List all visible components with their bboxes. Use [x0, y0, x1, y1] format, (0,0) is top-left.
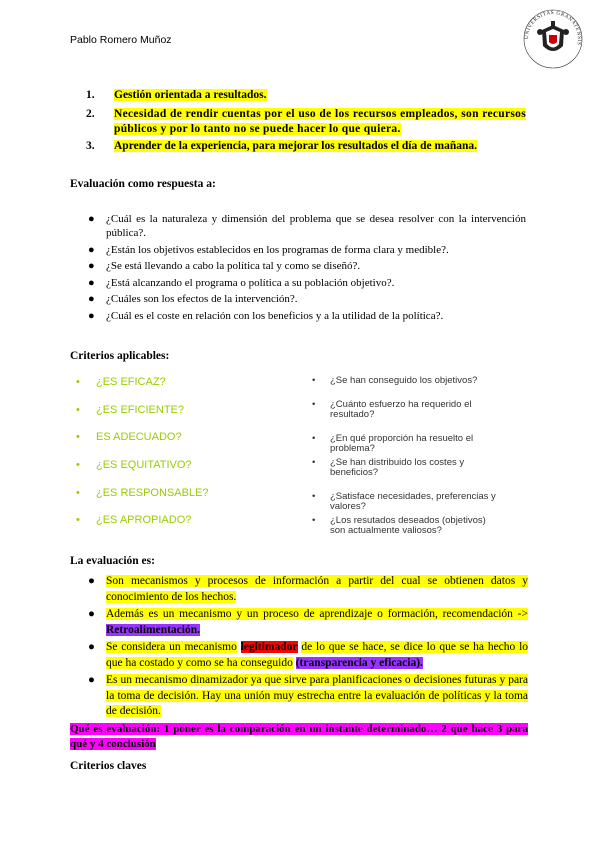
eval-list — [86, 574, 528, 722]
eval-heading: Evaluación como respuesta a: — [70, 178, 216, 190]
criterion-text: ¿ES EQUITATIVO? — [96, 459, 192, 471]
criterion-question: • ¿Satisface necesidades, preferencias y valores? — [312, 491, 496, 512]
criterion-question: • ¿En qué proporción ha resuelto el problema? — [312, 433, 474, 454]
list-item-text: Gestión orientada a resultados. — [114, 89, 267, 101]
criterion-question: • ¿Cuánto esfuerzo ha requerido el resultado? — [312, 399, 472, 420]
criterion-text: ¿ES EFICAZ? — [96, 376, 166, 388]
eval-item-emphasis: Retroalimentación. — [106, 623, 201, 636]
eval-item-text: Además es un mecanismo y un proceso de aprendizaje o formación, recomendación -> — [106, 608, 528, 620]
eval-item-emphasis: (transparencia y eficacia). — [295, 656, 423, 669]
numbered-list — [86, 88, 526, 158]
list-item: ● ¿Están los objetivos establecidos en los programas de forma clara y medible?. — [88, 243, 449, 256]
list-item — [86, 88, 526, 103]
question-text: ¿Están los objetivos establecidos en los programas de forma clara y medible?. — [106, 243, 449, 256]
criterion-text: ES ADECUADO? — [96, 431, 182, 443]
list-item: ● Además es un mecanismo y un proceso de aprendizaje o formación, recomendación -> Retroalimentación. — [88, 608, 528, 636]
criterion-question: • ¿Los resutados deseados (objetivos) son actualmente valiosos? — [312, 515, 486, 536]
que-es-paragraph: Qué es evaluación: 1 poner es la comparación en un instante determinado… 2 que hace 3 para qué y 4 conclusión — [70, 723, 528, 750]
list-number: 3. — [86, 140, 95, 152]
list-item: ● Se considera un mecanismo legitimador de lo que se hace, se dice lo que se ha hecho lo que ha costado y como se ha conseguido (transparencia y eficacia). — [88, 641, 529, 669]
criteria-heading: Criterios aplicables: — [70, 350, 170, 362]
eval-item-text: Son mecanismos y procesos de información a partir del cual se obtienen datos y conocimiento de los hechos. — [106, 575, 528, 603]
criterion-question: • ¿Se han distribuido los costes y beneficios? — [312, 457, 465, 478]
author-name: Pablo Romero Muñoz — [70, 34, 172, 46]
list-item: ● ¿Cuál es la naturaleza y dimensión del problema que se desea resolver con la intervención pública?. — [88, 213, 526, 239]
eval-item-text: Es un mecanismo dinamizador ya que sirve para planificaciones o decisiones futuras y para la toma de decisión. Hay una unión muy estrecha entre la evaluación de políticas y la toma de decisión. — [106, 674, 528, 717]
list-item: ● ¿Se está llevando a cabo la política tal y como se diseñó?. — [88, 260, 361, 272]
eval-es-heading: La evaluación es: — [70, 555, 155, 567]
list-item: ● ¿Cuáles son los efectos de la intervención?. — [88, 293, 298, 305]
question-text: ¿Cuál es el coste en relación con los beneficios y a la utilidad de la política?. — [106, 309, 444, 322]
eval-item-text: Se considera un mecanismo — [106, 641, 237, 653]
question-list — [86, 212, 526, 325]
university-seal-icon — [522, 8, 584, 70]
eval-item-text: de lo que se hace, se dice lo que se ha hecho lo que ha costado y como se ha conseguido — [106, 641, 529, 669]
question-text: ¿Se está llevando a cabo la política tal y como se diseñó?. — [106, 260, 361, 272]
list-item-text: Necesidad de rendir cuentas por el uso de los recursos empleados, son recursos públicos y por lo tanto no se puede hacer lo que quiera. — [114, 108, 526, 135]
criterion-text: ¿ES RESPONSABLE? — [96, 487, 209, 499]
list-number: 2. — [86, 108, 95, 120]
criterion-question: • ¿Se han conseguido los objetivos? — [312, 375, 478, 386]
criterios-claves-heading: Criterios claves — [70, 760, 147, 772]
list-item: ● Son mecanismos y procesos de información a partir del cual se obtienen datos y conocimiento de los hechos. — [88, 575, 528, 603]
question-text: ¿Está alcanzando el programa o política a su población objetivo?. — [106, 276, 395, 289]
list-item: ● Es un mecanismo dinamizador ya que sirve para planificaciones o decisiones futuras y para la toma de decisión. Hay una unión muy estrecha entre la evaluación de políticas y la toma de decisión. — [88, 674, 528, 717]
question-text: ¿Cuál es la naturaleza y dimensión del problema que se desea resolver con la intervención pública?. — [106, 213, 526, 239]
list-item-text: Aprender de la experiencia, para mejorar los resultados el día de mañana. — [114, 140, 477, 152]
eval-item-emphasis: legitimador — [240, 641, 298, 653]
list-number: 1. — [86, 89, 95, 101]
list-item — [86, 139, 526, 154]
question-text: ¿Cuáles son los efectos de la intervención?. — [106, 293, 298, 305]
list-item — [86, 107, 526, 137]
criterion-text: ¿ES APROPIADO? — [96, 514, 192, 526]
criterion-text: ¿ES EFICIENTE? — [96, 404, 185, 416]
list-item: ● ¿Está alcanzando el programa o política a su población objetivo?. — [88, 276, 395, 289]
svg-text:UNIVERSITAS GRANATENSIS: UNIVERSITAS GRANATENSIS — [523, 9, 583, 46]
list-item: ● ¿Cuál es el coste en relación con los beneficios y a la utilidad de la política?. — [88, 309, 444, 322]
